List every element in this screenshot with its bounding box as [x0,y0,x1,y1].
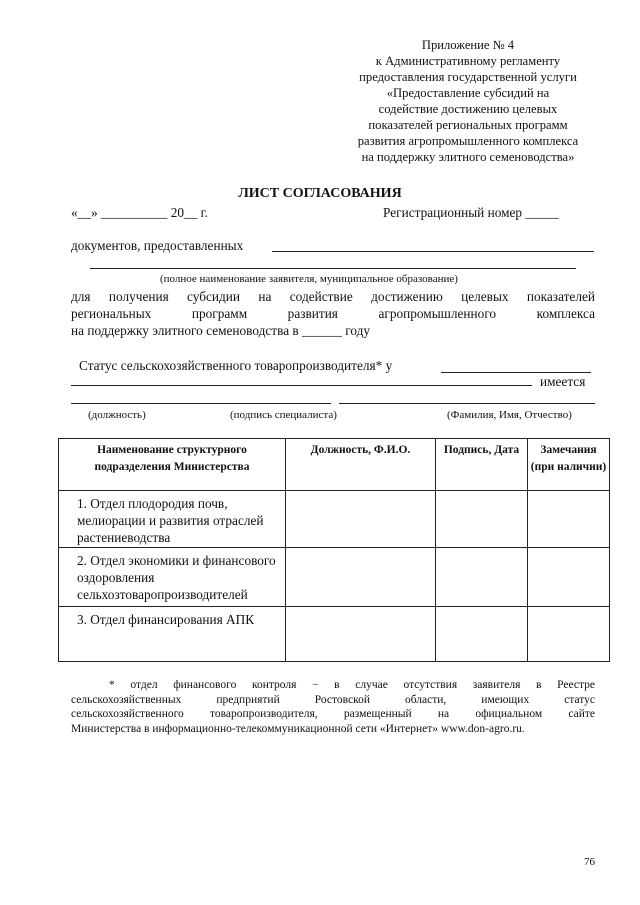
table-row [59,548,610,607]
footnote-line: * отдел финансового контроля − в случае отсутствия заявителя в Реестре [109,679,595,691]
caption-fullname: (Фамилия, Имя, Отчество) [447,409,572,421]
page-title: ЛИСТ СОГЛАСОВАНИЯ [238,186,402,201]
table-header-row [59,439,610,491]
header-line: на поддержку элитного семеноводства» [361,150,575,164]
footnote-line: Министерства в информационно-телекоммуникационной сети «Интернет» www.don-agro.ru. [71,722,525,735]
applicant-fill-line[interactable] [90,268,576,269]
footnote [71,678,595,736]
caption-signature: (подпись специалиста) [230,409,337,421]
footnote-line: сельскохозяйственного товаропроизводителя, размещенный на официальном сайте [71,708,595,720]
signature-cell[interactable] [436,548,528,607]
documents-fill-line[interactable] [272,251,594,252]
documents-label: документов, предоставленных [71,238,244,253]
signature-fill-line-right[interactable] [339,403,595,404]
header-line: предоставления государственной услуги [359,70,577,84]
table-row [59,607,610,662]
status-suffix: имеется [540,374,586,389]
registration-number-field[interactable]: Регистрационный номер _____ [383,205,559,220]
department-cell: 2. Отдел экономики и финансового оздоровления сельхозтоваропроизводителей [59,548,286,607]
document-header [326,37,610,165]
date-field[interactable]: «__» __________ 20__ г. [71,205,208,220]
applicant-caption: (полное наименование заявителя, муниципальное образование) [160,273,458,285]
remarks-cell[interactable] [528,548,610,607]
signature-cell[interactable] [436,491,528,548]
header-line: «Предоставление субсидий на [386,86,550,100]
footnote-line: сельскохозяйственных предприятий Ростовской области, имеющих статус [71,693,595,706]
status-fill-line-2[interactable] [71,385,532,386]
caption-position: (должность) [88,409,146,421]
purpose-line: на поддержку элитного семеноводства в ______ году [71,323,371,338]
header-line: к Административному регламенту [375,54,561,68]
signature-fill-line-left[interactable] [71,403,331,404]
page-number: 76 [584,856,595,868]
purpose-line: для получения субсидии на содействие достижению целевых показателей [71,289,595,304]
remarks-cell[interactable] [528,607,610,662]
column-header-department: Наименование структурного подразделения Министерства [59,439,286,491]
position-cell[interactable] [286,491,436,548]
department-cell: 3. Отдел финансирования АПК [59,607,286,662]
column-header-position: Должность, Ф.И.О. [286,439,436,491]
purpose-line: региональных программ развития агропромышленного комплекса [71,306,595,321]
remarks-cell[interactable] [528,491,610,548]
position-cell[interactable] [286,548,436,607]
position-cell[interactable] [286,607,436,662]
column-header-remarks: Замечания (при наличии) [528,439,610,491]
signature-cell[interactable] [436,607,528,662]
table-row [59,491,610,548]
header-line: содействие достижению целевых [378,102,558,116]
column-header-signature: Подпись, Дата [436,439,528,491]
department-cell: 1. Отдел плодородия почв, мелиорации и развития отраслей растениеводства [59,491,286,548]
approval-table [58,438,610,662]
header-line: показателей региональных программ [368,118,568,132]
status-fill-line[interactable] [441,372,591,373]
status-label: Статус сельскохозяйственного товаропроизводителя* у [79,358,393,373]
header-line: Приложение № 4 [421,38,515,52]
header-line: развития агропромышленного комплекса [357,134,579,148]
